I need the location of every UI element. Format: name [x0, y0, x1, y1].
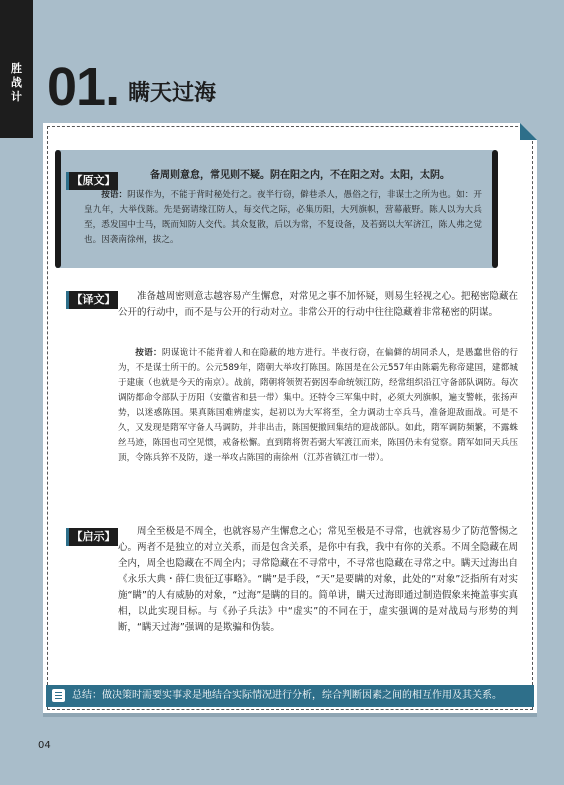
label-qishi: 【启示】 — [66, 528, 118, 546]
original-note — [84, 188, 482, 248]
summary-bar — [46, 685, 534, 707]
section-tab-label — [0, 62, 33, 104]
summary-text: 总结：做决策时需要实事求是地结合实际情况进行分析，综合判断因素之间的相互作用及其关系。 — [72, 690, 502, 701]
translation-text: 准备越周密则意志越容易产生懈怠，对常见之事不加怀疑，则易生轻视之心。把秘密隐藏在公开的行动中，而不是与公开的行动对立。非常公开的行动中往往隐藏着非常秘密的阴谋。 — [118, 291, 518, 318]
label-yuanwen: 【原文】 — [66, 172, 118, 190]
tab-char: 计 — [11, 90, 22, 103]
panel-shadow — [43, 713, 537, 717]
translation-note-body: 阴谋诡计不能背着人和在隐蔽的地方进行。半夜行窃，在偏僻的胡同杀人，是愚蠢世俗的行为，不是谋士所干的。公元589年，隋朝大举攻打陈国。陈国是在公元557年由陈霸先称帝建国，建都城于建康（也就是今天的南京）。战前，隋朝将领贺若弼因奉命统领江防，经常组织沿江守备部队调防。每次调防都命令部队于历阳（安徽省和县一带）集中。还特令三军集中时，必须大列旗帜，遍支警帐，张扬声势，以迷惑陈国。果真陈国难辨虚实，起初以为大军将至，全力调动士卒兵马，准备迎敌面战。可是不久，又发现是隋军守备人马调防，并非出击，陈国便撤回集结的迎战部队。如此，隋军调防频繁，不露蛛丝马迹，陈国也司空见惯，戒备松懈。直到隋将贺若弼大军渡江而来，陈国仍未有觉察。隋军如同天兵压顶，令陈兵猝不及防，遂一举攻占陈国的南徐州（江苏省镇江市一带）。 — [118, 348, 518, 463]
document-icon — [52, 689, 65, 702]
scroll-rod-right — [492, 150, 498, 268]
section-tab — [0, 0, 33, 138]
scroll-rod-left — [55, 150, 61, 268]
tab-char: 战 — [11, 76, 22, 89]
tab-char: 胜 — [11, 62, 22, 75]
note-label: 按语： — [135, 348, 162, 358]
original-note-body: 阴谋作为，不能于背时秘处行之。夜半行窃，僻巷杀人，愚俗之行，非谋士之所为也。如：开皇九年，大举伐陈。先是弼请缘江防人，每交代之际，必集历阳，大列旗帜，营幕蔽野。陈人以为大兵至，悉发国中士马，既而知防人交代。其众复散，后以为常，不复设备，及若弼以大军济江，陈人弗之觉也。因袭南徐州，拔之。 — [84, 190, 482, 245]
translation-note — [118, 346, 518, 466]
original-text: 备周则意怠，常见则不疑。阴在阳之内，不在阳之对。太阳，太阴。 — [150, 170, 450, 181]
chapter-number: 01. — [47, 57, 120, 117]
label-yiwen: 【译文】 — [66, 291, 118, 309]
fold-corner-icon — [520, 123, 537, 140]
insight-text: 周全至极是不周全，也就容易产生懈怠之心；常见至极是不寻常，也就容易少了防范警惕之心。两者不是独立的对立关系，而是包含关系，是你中有我，我中有你的关系。不周全隐藏在周全内，周全也隐藏在不周全内；寻常隐藏在不寻常中，不寻常也隐藏在寻常之中。瞒天过海出自《永乐大典・薛仁贵征辽事略》。“瞒”是手段，“天”是要瞒的对象，此处的“对象”泛指所有对实施“瞒”的人有威胁的对象，“过海”是瞒的目的。简单讲，瞒天过海即通过制造假象来掩盖事实真相，以此实现目标。与《孙子兵法》中“虚实”的不同在于，虚实强调的是对战局与形势的判断，“瞒天过海”强调的是欺骗和伪装。 — [118, 526, 518, 633]
page-number: 04 — [38, 740, 51, 751]
note-label: 按语： — [101, 190, 128, 200]
chapter-title: 瞒天过海 — [128, 81, 217, 106]
